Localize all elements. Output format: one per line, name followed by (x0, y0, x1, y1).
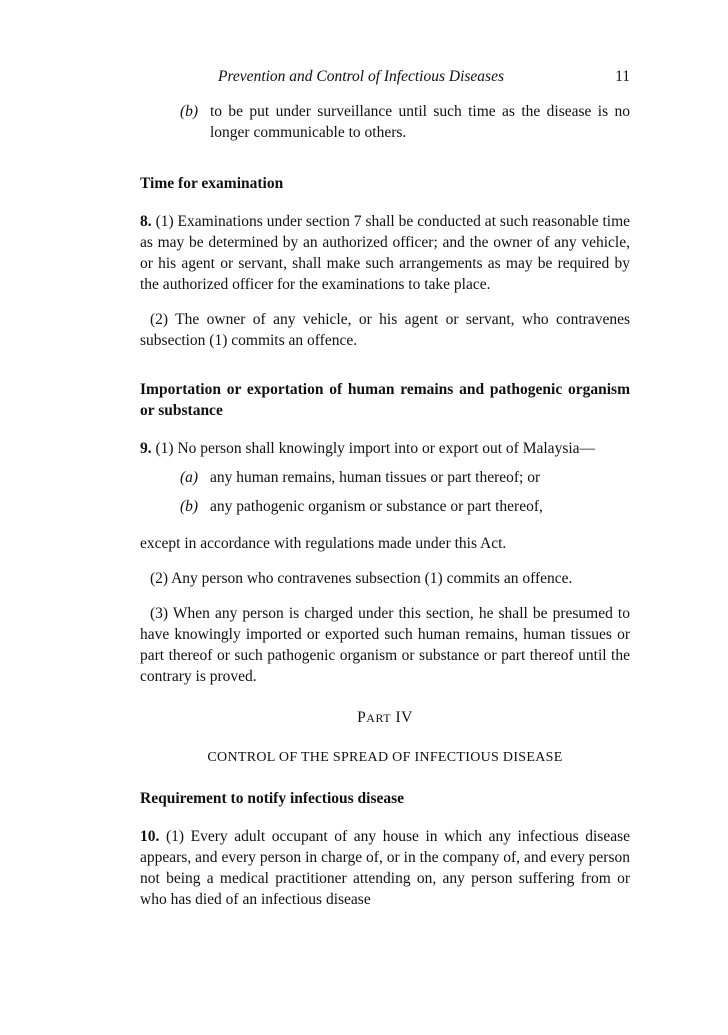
part-label-rest: ART (366, 711, 392, 725)
page-number: 11 (615, 68, 630, 85)
item-text: any pathogenic organism or substance or part thereof, (210, 498, 543, 515)
section-number: 8. (140, 213, 152, 230)
paragraph (140, 438, 630, 459)
paragraph: except in accordance with regulations made under this Act. (140, 535, 507, 552)
part-numeral: IV (395, 709, 413, 726)
paragraph (140, 211, 630, 295)
section-heading: Time for examination (140, 175, 284, 192)
paragraph: (2) The owner of any vehicle, or his agent or servant, who contravenes subsection (1) commits an offence. (140, 311, 630, 349)
section-number: 10. (140, 828, 160, 845)
part-label-first: P (357, 709, 367, 726)
list-item (180, 496, 630, 517)
part-number (140, 707, 630, 729)
paragraph-text: (1) Examinations under section 7 shall be conducted at such reasonable time as may be determined by an authorized officer; and the owner of any vehicle, or his agent or servant, shall make such arrangements as may be required by the authorized officer for the examinations to take place. (140, 213, 630, 293)
running-header (140, 68, 630, 90)
section-number: 9. (140, 440, 152, 457)
item-label: (a) (180, 469, 199, 486)
item-label: (b) (180, 498, 199, 515)
item-text: to be put under surveillance until such time as the disease is no longer communicable to others. (210, 103, 630, 141)
part-title: CONTROL OF THE SPREAD OF INFECTIOUS DISEASE (207, 750, 563, 765)
list-item (180, 467, 630, 488)
paragraph (140, 826, 630, 910)
document-page (140, 68, 630, 910)
paragraph: (2) Any person who contravenes subsection (1) commits an offence. (150, 570, 573, 587)
paragraph: (3) When any person is charged under this section, he shall be presumed to have knowingly imported or exported such human remains, human tissues or part thereof or such pathogenic organism or substance or part thereof until the contrary is proved. (140, 605, 630, 685)
header-title: Prevention and Control of Infectious Diseases (218, 68, 504, 85)
list-item (180, 101, 630, 143)
paragraph-text: (1) No person shall knowingly import into or export out of Malaysia— (155, 440, 596, 457)
item-text: any human remains, human tissues or part thereof; or (210, 469, 541, 486)
section-heading: Requirement to notify infectious disease (140, 790, 405, 807)
paragraph-text: (1) Every adult occupant of any house in which any infectious disease appears, and every person in charge of, or in the company of, and every person not being a medical practitioner attending on, any person suffering from or who has died of an infectious disease (140, 828, 631, 908)
section-heading: Importation or exportation of human remains and pathogenic organism or substance (140, 381, 630, 419)
item-label: (b) (180, 103, 199, 120)
